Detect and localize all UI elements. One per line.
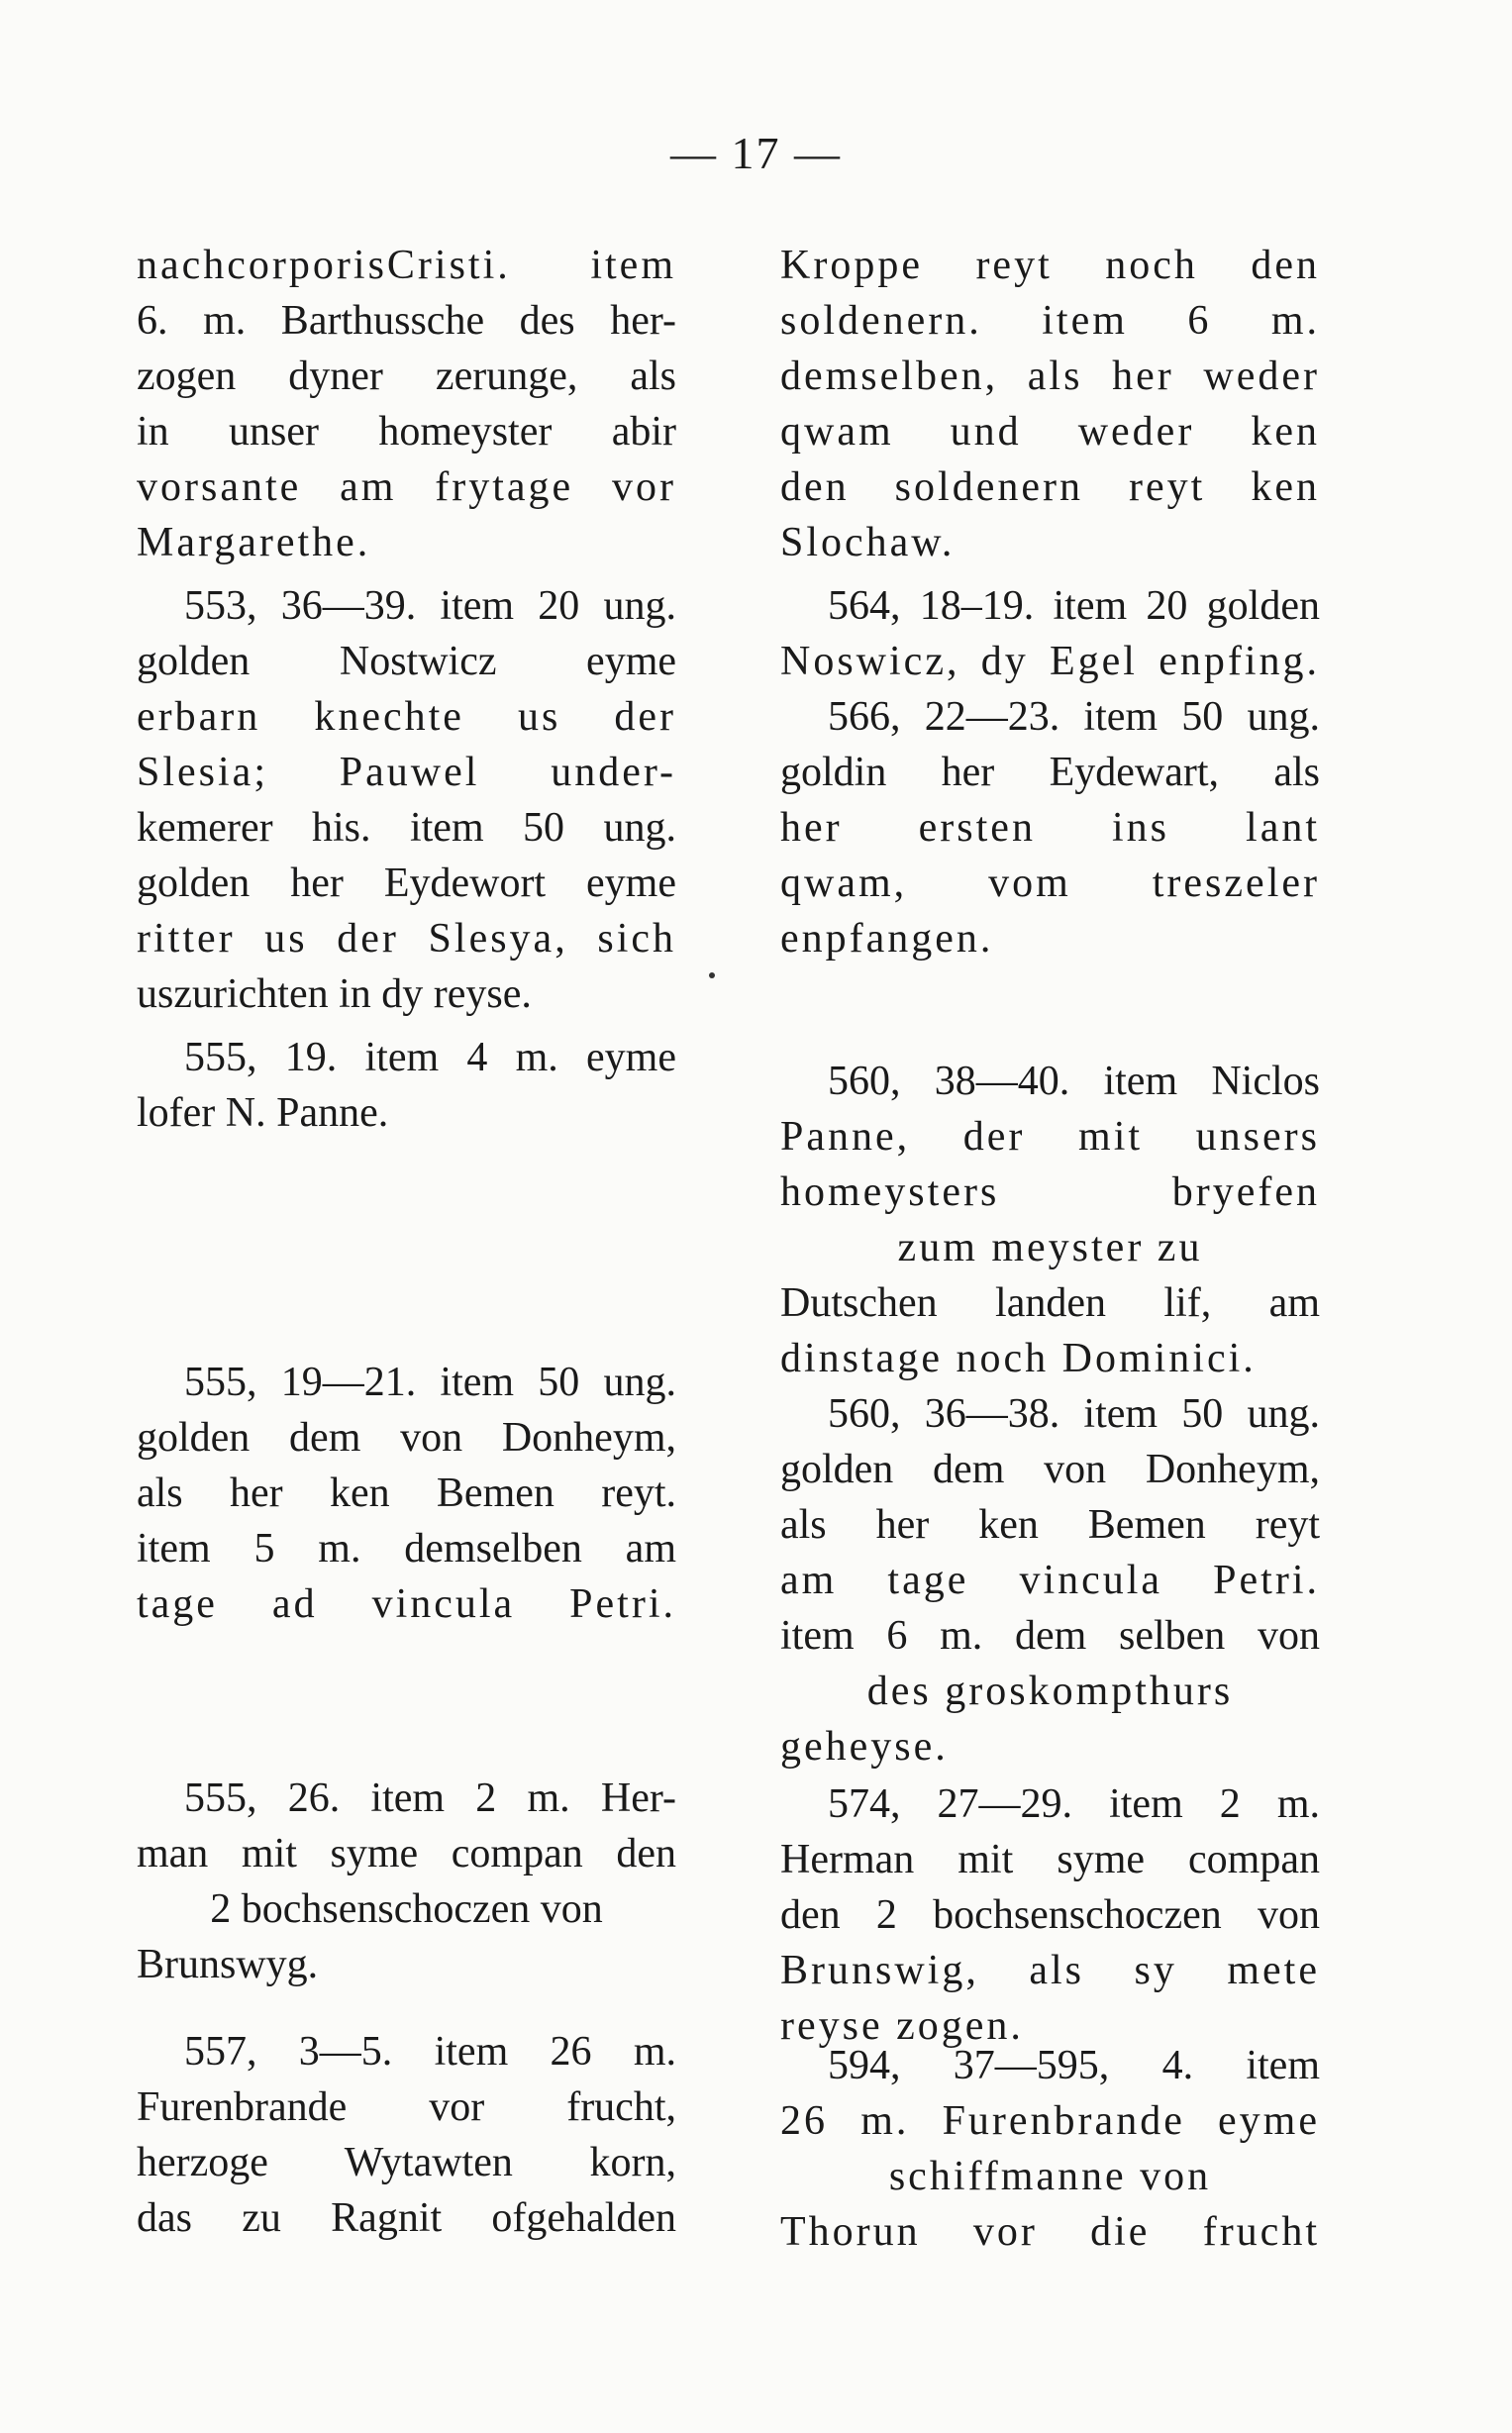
text-line: zogen dyner zerunge, als xyxy=(137,354,676,399)
text-line: 574, 27—29. item 2 m. xyxy=(828,1781,1320,1827)
text-line: reyse zogen. xyxy=(780,2003,1024,2049)
text-line: geheyse. xyxy=(780,1724,949,1770)
text-line: her ersten ins lant xyxy=(780,805,1320,851)
text-line: qwam und weder ken xyxy=(780,409,1320,455)
text-line: Furenbrande vor frucht, xyxy=(137,2084,676,2130)
text-line: herzoge Wytawten korn, xyxy=(137,2140,676,2185)
text-line: schiffmanne von xyxy=(888,2154,1212,2199)
text-line: vorsante am frytage vor xyxy=(137,464,676,510)
text-line: demselben, als her weder xyxy=(780,354,1320,399)
text-line: dinstage noch Dominici. xyxy=(780,1336,1257,1381)
text-line: 557, 3—5. item 26 m. xyxy=(184,2029,676,2075)
text-line: in unser homeyster abir xyxy=(137,409,676,455)
text-line: 564, 18–19. item 20 golden xyxy=(828,583,1320,629)
text-line: uszurichten in dy reyse. xyxy=(137,971,532,1017)
stray-ink-mark xyxy=(709,972,715,978)
text-line: item 5 m. demselben am xyxy=(137,1526,676,1571)
text-line: qwam, vom treszeler xyxy=(780,861,1320,906)
text-line: Thorun vor die frucht xyxy=(780,2209,1320,2255)
text-line: Slesia; Pauwel under- xyxy=(137,750,676,795)
text-line: Brunswig, als sy mete xyxy=(780,1948,1320,1993)
text-line: goldin her Eydewart, als xyxy=(780,750,1320,795)
text-line: den soldenern reyt ken xyxy=(780,464,1320,510)
text-line: 594, 37—595, 4. item xyxy=(828,2043,1320,2088)
text-line: Noswicz, dy Egel enpfing. xyxy=(780,639,1320,684)
text-line: golden dem von Donheym, xyxy=(780,1447,1320,1492)
text-line: Slochaw. xyxy=(780,520,956,565)
text-line: als her ken Bemen reyt. xyxy=(137,1470,676,1516)
text-line: erbarn knechte us der xyxy=(137,694,676,740)
text-line: 555, 19—21. item 50 ung. xyxy=(184,1360,676,1405)
text-line: soldenern. item 6 m. xyxy=(780,298,1320,344)
text-line: homeysters bryefen xyxy=(780,1169,1320,1215)
text-line: Dutschen landen lif, am xyxy=(780,1280,1320,1326)
text-line: Margarethe. xyxy=(137,520,371,565)
text-line: 560, 36—38. item 50 ung. xyxy=(828,1391,1320,1437)
text-line: des groskompthurs xyxy=(866,1669,1234,1714)
text-line: 26 m. Furenbrande eyme xyxy=(780,2098,1320,2144)
text-line: als her ken Bemen reyt xyxy=(780,1502,1320,1548)
text-line: golden dem von Donheym, xyxy=(137,1415,676,1461)
text-line: golden her Eydewort eyme xyxy=(137,861,676,906)
text-line: 566, 22—23. item 50 ung. xyxy=(828,694,1320,740)
text-line: Panne, der mit unsers xyxy=(780,1114,1320,1160)
text-line: item 6 m. dem selben von xyxy=(780,1613,1320,1659)
text-line: golden Nostwicz eyme xyxy=(137,639,676,684)
text-line: am tage vincula Petri. xyxy=(780,1558,1320,1603)
text-line: 2 bochsenschoczen von xyxy=(210,1886,603,1932)
page-number: — 17 — xyxy=(670,128,842,178)
text-line: 553, 36—39. item 20 ung. xyxy=(184,583,676,629)
text-line: 6. m. Barthussche des her- xyxy=(137,298,676,344)
text-line: Kroppe reyt noch den xyxy=(780,243,1320,288)
text-line: tage ad vincula Petri. xyxy=(137,1581,676,1627)
text-line: das zu Ragnit ofgehalden xyxy=(137,2195,676,2241)
text-line: lofer N. Panne. xyxy=(137,1090,389,1136)
text-line: 560, 38—40. item Niclos xyxy=(828,1059,1320,1104)
text-line: man mit syme compan den xyxy=(137,1831,676,1876)
text-line: 555, 26. item 2 m. Her- xyxy=(184,1775,676,1821)
text-line: enpfangen. xyxy=(780,916,994,962)
text-line: kemerer his. item 50 ung. xyxy=(137,805,676,851)
text-line: nachcorporisCristi. item xyxy=(137,243,676,288)
text-line: zum meyster zu xyxy=(897,1225,1203,1270)
text-line: Brunswyg. xyxy=(137,1942,319,1987)
text-line: den 2 bochsenschoczen von xyxy=(780,1892,1320,1938)
text-line: Herman mit syme compan xyxy=(780,1837,1320,1882)
text-line: ritter us der Slesya, sich xyxy=(137,916,676,962)
text-line: 555, 19. item 4 m. eyme xyxy=(184,1035,676,1080)
